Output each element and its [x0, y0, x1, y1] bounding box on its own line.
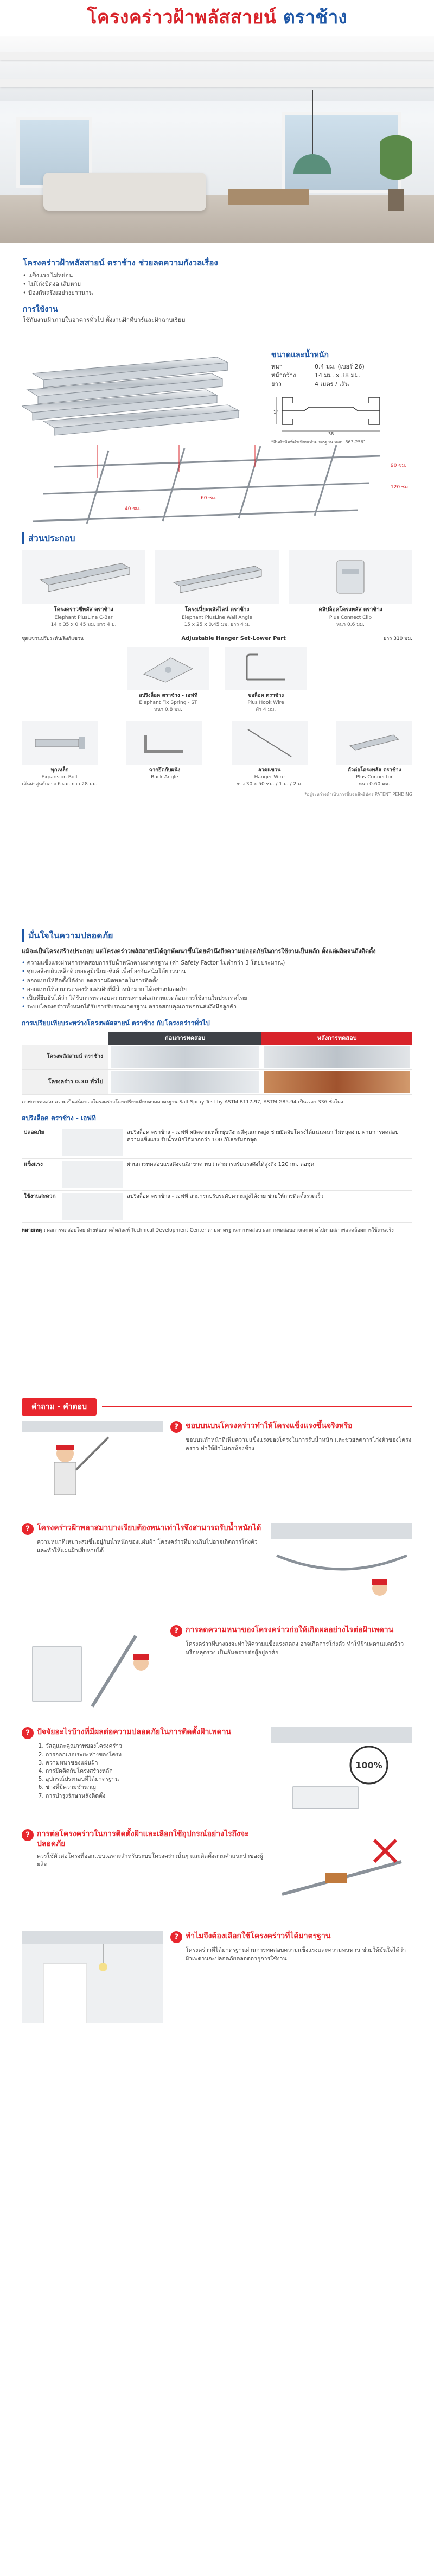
badge-text: 100% [355, 1760, 382, 1771]
room-illustration [22, 1931, 163, 2023]
safety-bullet: • ออกแบบให้ติดตั้งได้ง่าย ลดความผิดพลาดในการติดตั้ง [22, 977, 412, 985]
compare-table [22, 1032, 412, 1095]
page-title: โครงคร่าวฝ้าพลัสสายน์ [87, 7, 277, 29]
safety-lead: แม้จะเป็นโครงสร้างประกอบ แต่โครงคร่าวพลัสสายน์ได้ถูกพัฒนาขึ้นโดยคำนึงถึงความปลอดภัยในการใช้งานเป็นหลัก ตั้งแต่ผลิตจนถึงติดตั้ง [22, 948, 376, 955]
component-dim: ยาว 30 x 50 ซม. / 1 ม. / 2 ม. [236, 781, 303, 787]
spacing-label: 120 ซม. [391, 485, 410, 490]
spec-row [22, 1190, 412, 1222]
size-note: *สินค้าพิมพ์คำเทียบเท่ามาตรฐาน มอก. 863-2561 [271, 440, 366, 445]
compare-head: หลังการทดสอบ [261, 1032, 412, 1045]
component-name: ฉากยึดกับผนัง [149, 767, 181, 773]
component-image [22, 721, 98, 765]
components-grid [22, 550, 412, 629]
component-item [22, 721, 98, 788]
qa-divider [102, 1406, 412, 1407]
component-image [155, 550, 279, 604]
question-text: โครงคร่าวฝ้าพลาสมาบางเรียบต้องหนาเท่าไรจึงสามารถรับน้ำหนักได้ [37, 1524, 261, 1533]
sofa [43, 173, 206, 211]
safety-title: มั่นใจในความปลอดภัย [22, 929, 412, 942]
installation-diagram [22, 445, 412, 526]
size-label: ยาว [271, 380, 282, 388]
fine-label: หมายเหตุ : [22, 1227, 46, 1233]
ceiling-beam [0, 52, 434, 60]
answer-text: โครงคร่าวที่บางลงจะทำให้ความแข็งแรงลดลง อาจเกิดการโก่งตัว ทำให้ฝ้าเพดานแตกร้าวหรือหลุดร่วง เป็นอันตรายต่อผู้อยู่อาศัย [186, 1641, 404, 1656]
component-image [127, 647, 209, 690]
component-image [22, 550, 145, 604]
hanger-qty: ยาว 310 มม. [383, 636, 412, 642]
hanger-row [22, 635, 412, 643]
measurement-illustration [22, 1625, 163, 1717]
question-icon: ? [170, 1421, 182, 1433]
usage-title: การใช้งาน [23, 304, 58, 314]
components-section [0, 532, 434, 923]
safety-bullet: • ชุบเคลือบผิวเหล็กด้วยอะลูมิเนียม-ซิงค์ เพื่อป้องกันสนิมได้ยาวนาน [22, 968, 412, 976]
component-item [225, 647, 307, 714]
size-value: 14 มม. x 38 มม. [315, 372, 361, 379]
spec-image [60, 1127, 125, 1159]
spec-label: แข็งแรง [22, 1158, 60, 1190]
component-name: คลิปล็อคโครงพลัส ตราช้าง [318, 607, 382, 613]
component-en: Elephant PlusLine Wall Angle [182, 614, 252, 620]
compare-head: ก่อนการทดสอบ [108, 1032, 261, 1045]
safety-bullet: • เป็นที่ยืนยันได้ว่า ได้รับการทดสอบความทนทานต่อสภาพแวดล้อมการใช้งานในประเทศไทย [22, 994, 412, 1003]
answer-list-item: 1. วัสดุและคุณภาพของโครงคร่าว [46, 1742, 264, 1750]
question-icon: ? [22, 1523, 34, 1535]
intro-section [0, 243, 434, 525]
before-image [108, 1070, 261, 1095]
answer-text: ควรใช้ตัวต่อโครงที่ออกแบบเฉพาะสำหรับระบบโครงคร่าวนั้นๆ และติดตั้งตามคำแนะนำของผู้ผลิต [37, 1852, 264, 1868]
qa-item [22, 1829, 412, 1921]
component-en: Plus Connect Clip [329, 614, 372, 620]
intro-bullet: • แข็งแรง ไม่หย่อน [23, 271, 411, 280]
qa-item [22, 1523, 412, 1615]
component-name: ขอล็อค ตราช้าง [247, 693, 284, 699]
spacing-label: 60 ซม. [201, 496, 217, 501]
spec-value: สปริงล็อค ตราช้าง - เอฟที ผลิตจากเหล็กชุบสังกะสีคุณภาพสูง ช่วยยึดจับโครงได้แน่นหนา ไม่หลุดง่าย ผ่านการทดสอบความแข็งแรง รับน้ำหนักได้มากกว่า 100 กิโลกรัมต่อจุด [125, 1127, 412, 1159]
answer-list-item: 2. การออกแบบระยะห่างของโครง [46, 1751, 264, 1759]
component-item [232, 721, 308, 788]
qa-title: คำถาม - คำตอบ [22, 1398, 97, 1416]
compare-row [22, 1070, 412, 1095]
size-label: หนา [271, 363, 283, 371]
usage-text: ใช้กับงานฝ้าภายในอาคารทั่วไป ทั้งงานฝ้าทีบาร์และฝ้าฉาบเรียบ [23, 316, 186, 323]
qa-item [22, 1931, 412, 2023]
size-title: ขนาดและน้ำหนัก [271, 351, 329, 359]
after-image [261, 1070, 412, 1095]
page-header [0, 0, 434, 36]
patent-note: *อยู่ระหว่างดำเนินการยื่นจดสิทธิบัตร PATENT PENDING [304, 792, 412, 797]
fine-text: ผลการทดสอบโดย ฝ่ายพัฒนาผลิตภัณฑ์ Technical Development Center ตามมาตรฐานการทดสอบ ผลการทดสอบอาจแตกต่างไปตามสภาพแวดล้อมการใช้งานจริง [47, 1227, 394, 1233]
component-en: Back Angle [151, 774, 178, 780]
component-item [155, 550, 279, 629]
question-icon: ? [170, 1931, 182, 1943]
safety-bullet: • ความแข็งแรงผ่านการทดสอบการรับน้ำหนักตามมาตรฐาน (ค่า Safety Factor ไม่ต่ำกว่า 3 โดยประมาณ) [22, 959, 412, 967]
hanger-label: ชุดแขวนปรับระดับ/ลิงก์แขวน [22, 636, 84, 642]
component-en: Elephant PlusLine C-Bar [54, 614, 113, 620]
question-icon: ? [170, 1625, 182, 1637]
hero-image [0, 36, 434, 243]
compare-note: ภาพการทดสอบความเป็นสนิมของโครงคร่าวโดยเปรียบเทียบตามมาตรฐาน Salt Spray Test by ASTM B117-97, ASTM G85-94 เป็นเวลา 336 ชั่วโมง [22, 1100, 343, 1106]
answer-list [22, 1742, 264, 1800]
spec-row [22, 1127, 412, 1159]
ceiling-beam [0, 79, 434, 87]
compare-row-label: โครงคร่าว 0.30 ทั่วไป [22, 1070, 108, 1095]
plant [380, 135, 412, 211]
qa-item [22, 1625, 412, 1717]
component-image [232, 721, 308, 765]
cross-section-drawing [271, 392, 396, 435]
components-row-3 [22, 721, 412, 788]
component-name: ตัวต่อโครงพลัส ตราช้าง [347, 767, 401, 773]
question-text: ทำไมจึงต้องเลือกใช้โครงคร่าวที่ได้มาตรฐาน [186, 1932, 331, 1941]
qa-header [22, 1398, 412, 1416]
before-image [108, 1045, 261, 1070]
component-en: Elephant Fix Spring - ST [139, 700, 197, 706]
compare-row [22, 1045, 412, 1070]
component-name: โครงเนี่ยะพลัสไลน์ ตราช้าง [184, 607, 250, 613]
component-dim: หนา 0.60 มม. [359, 781, 390, 787]
component-image [289, 550, 412, 604]
quality-badge-illustration [271, 1727, 412, 1819]
component-dim: 14 x 35 x 0.45 มม. ยาว 4 ม. [50, 621, 117, 627]
size-label: หน้ากว้าง [271, 372, 296, 379]
answer-text: โครงคร่าวที่ได้มาตรฐานผ่านการทดสอบความแข็งแรงและความทนทาน ช่วยให้มั่นใจได้ว่าฝ้าเพดานจะปลอดภัยตลอดอายุการใช้งาน [186, 1947, 406, 1962]
components-row-2 [22, 647, 412, 714]
component-image [225, 647, 307, 690]
safety-bullet: • ออกแบบให้สามารถรองรับแผ่นฝ้าที่มีน้ำหนักมาก ได้อย่างปลอดภัย [22, 986, 412, 994]
answer-list-item: 4. การยึดติดกับโครงสร้างหลัก [46, 1767, 264, 1775]
answer-list-item: 3. ความหนาของแผ่นฝ้า [46, 1759, 264, 1767]
connector-illustration [271, 1829, 412, 1921]
spec-label: ใช้งานสะดวก [22, 1190, 60, 1222]
intro-bullets [23, 271, 411, 297]
component-name: โครงคร่าวซีพลัส ตราช้าง [54, 607, 113, 613]
component-dim: หนา 0.8 มม. [154, 707, 182, 713]
component-item [127, 647, 209, 714]
component-name: พุกเหล็ก [50, 767, 69, 773]
spec-label: ปลอดภัย [22, 1127, 60, 1159]
question-text: การลดความหนาของโครงคร่าวก่อให้เกิดผลอย่างไรต่อฝ้าเพดาน [186, 1626, 394, 1635]
c-bar-product-image [22, 352, 250, 444]
safety-section [0, 929, 434, 1391]
qa-item [22, 1421, 412, 1513]
size-row [271, 380, 412, 389]
question-text: ขอบบนบนโครงคร่าวทำให้โครงแข็งแรงขึ้นจริงหรือ [186, 1422, 353, 1431]
size-weight-box [271, 350, 412, 446]
intro-bullet: • ป้องกันสนิมอย่างยาวนาน [23, 289, 411, 297]
component-item [336, 721, 412, 788]
component-dim: ผ้า 4 มม. [256, 707, 276, 713]
component-image [126, 721, 202, 765]
question-icon: ? [22, 1829, 34, 1841]
dimension-label: 38 [328, 432, 334, 436]
spec-value: ผ่านการทดสอบแรงดึงจนฉีกขาด พบว่าสามารถรับแรงดึงได้สูงถึง 120 กก. ต่อชุด [125, 1158, 412, 1190]
intro-heading: โครงคร่าวฝ้าพลัสสายน์ ตราช้าง ช่วยลดความกังวลเรื่อง [23, 258, 218, 268]
compare-row-label: โครงพลัสสายน์ ตราช้าง [22, 1045, 108, 1070]
spring-spec-table [22, 1127, 412, 1223]
size-value: 0.4 มม. (เบอร์ 26) [315, 363, 365, 371]
safety-bullet: • ระบบโครงคร่าวทั้งหมดได้รับการรับรองมาตรฐาน ตรวจสอบคุณภาพก่อนส่งถึงมือลูกค้า [22, 1003, 412, 1011]
intro-bullet: • ไม่โก่งบิดงอ เสียหาย [23, 280, 411, 289]
component-item [289, 550, 412, 629]
spring-title: สปริงล็อค ตราช้าง - เอฟที [22, 1114, 96, 1122]
question-text: การต่อโครงคร่าวในการติดตั้งฝ้าและเลือกใช้อุปกรณ์อย่างไรถึงจะปลอดภัย [37, 1830, 249, 1849]
component-name: ลวดแขวน [258, 767, 281, 773]
spacing-label: 90 ซม. [391, 463, 407, 468]
answer-list-item: 6. ช่างที่มีความชำนาญ [46, 1784, 264, 1792]
dimension-label: 14 [273, 410, 279, 415]
component-item [126, 721, 202, 788]
component-name: สปริงล็อค ตราช้าง - เอฟที [138, 693, 198, 699]
ceiling-sag-illustration [271, 1523, 412, 1615]
component-dim: หนา 0.6 มม. [336, 621, 365, 627]
components-title: ส่วนประกอบ [22, 532, 412, 544]
size-row [271, 371, 412, 380]
component-dim: 15 x 25 x 0.45 มม. ยาว 4 ม. [184, 621, 250, 627]
question-icon: ? [22, 1727, 34, 1739]
fine-print [22, 1227, 412, 1234]
answer-list-item: 5. อุปกรณ์ประกอบที่ได้มาตรฐาน [46, 1775, 264, 1784]
spacing-label: 40 ซม. [125, 506, 141, 512]
qa-section [0, 1398, 434, 2576]
coffee-table [228, 189, 309, 205]
hanger-en: Adjustable Hanger Set-Lower Part [181, 635, 286, 642]
lamp-cord [312, 90, 313, 155]
size-row [271, 363, 412, 371]
spec-row [22, 1158, 412, 1190]
c-bar-stack [22, 357, 239, 435]
worker-illustration [22, 1421, 163, 1513]
brand-name: ตราช้าง [283, 7, 347, 29]
answer-text: ขอบบนทำหน้าที่เพิ่มความแข็งแรงของโครงในการรับน้ำหนัก และช่วยลดการโก่งตัวของโครงคร่าว ทำให้ฝ้าไม่ตกท้องช้าง [186, 1437, 411, 1452]
size-value: 4 เมตร / เส้น [315, 380, 349, 388]
component-en: Plus Connector [356, 774, 393, 780]
component-dim: เส้นผ่าศูนย์กลาง 6 มม. ยาว 28 มม. [22, 781, 98, 787]
question-text: ปัจจัยอะไรบ้างที่มีผลต่อความปลอดภัยในการติดตั้งฝ้าเพดาน [37, 1728, 231, 1737]
spec-image [60, 1158, 125, 1190]
qa-item [22, 1727, 412, 1819]
spec-image [60, 1190, 125, 1222]
compare-title: การเปรียบเทียบระหว่างโครงพลัสสายน์ ตราช้าง กับโครงคร่าวทั่วไป [22, 1019, 210, 1027]
after-image [261, 1045, 412, 1070]
component-en: Expansion Bolt [41, 774, 78, 780]
component-item [22, 550, 145, 629]
component-image [336, 721, 412, 765]
spec-value: สปริงล็อค ตราช้าง - เอฟที สามารถปรับระดับความสูงได้ง่าย ช่วยให้การติดตั้งรวดเร็ว [125, 1190, 412, 1222]
ceiling-illustration [0, 36, 434, 101]
component-en: Plus Hook Wire [247, 700, 284, 706]
answer-text: ความหนาที่เหมาะสมขึ้นอยู่กับน้ำหนักของแผ่นฝ้า โครงคร่าวที่บางเกินไปอาจเกิดการโก่งตัวและทำให้แผ่นฝ้าเสียหายได้ [37, 1539, 258, 1554]
safety-bullets [22, 959, 412, 1011]
answer-list-item: 7. การบำรุงรักษาหลังติดตั้ง [46, 1792, 264, 1800]
component-en: Hanger Wire [254, 774, 285, 780]
